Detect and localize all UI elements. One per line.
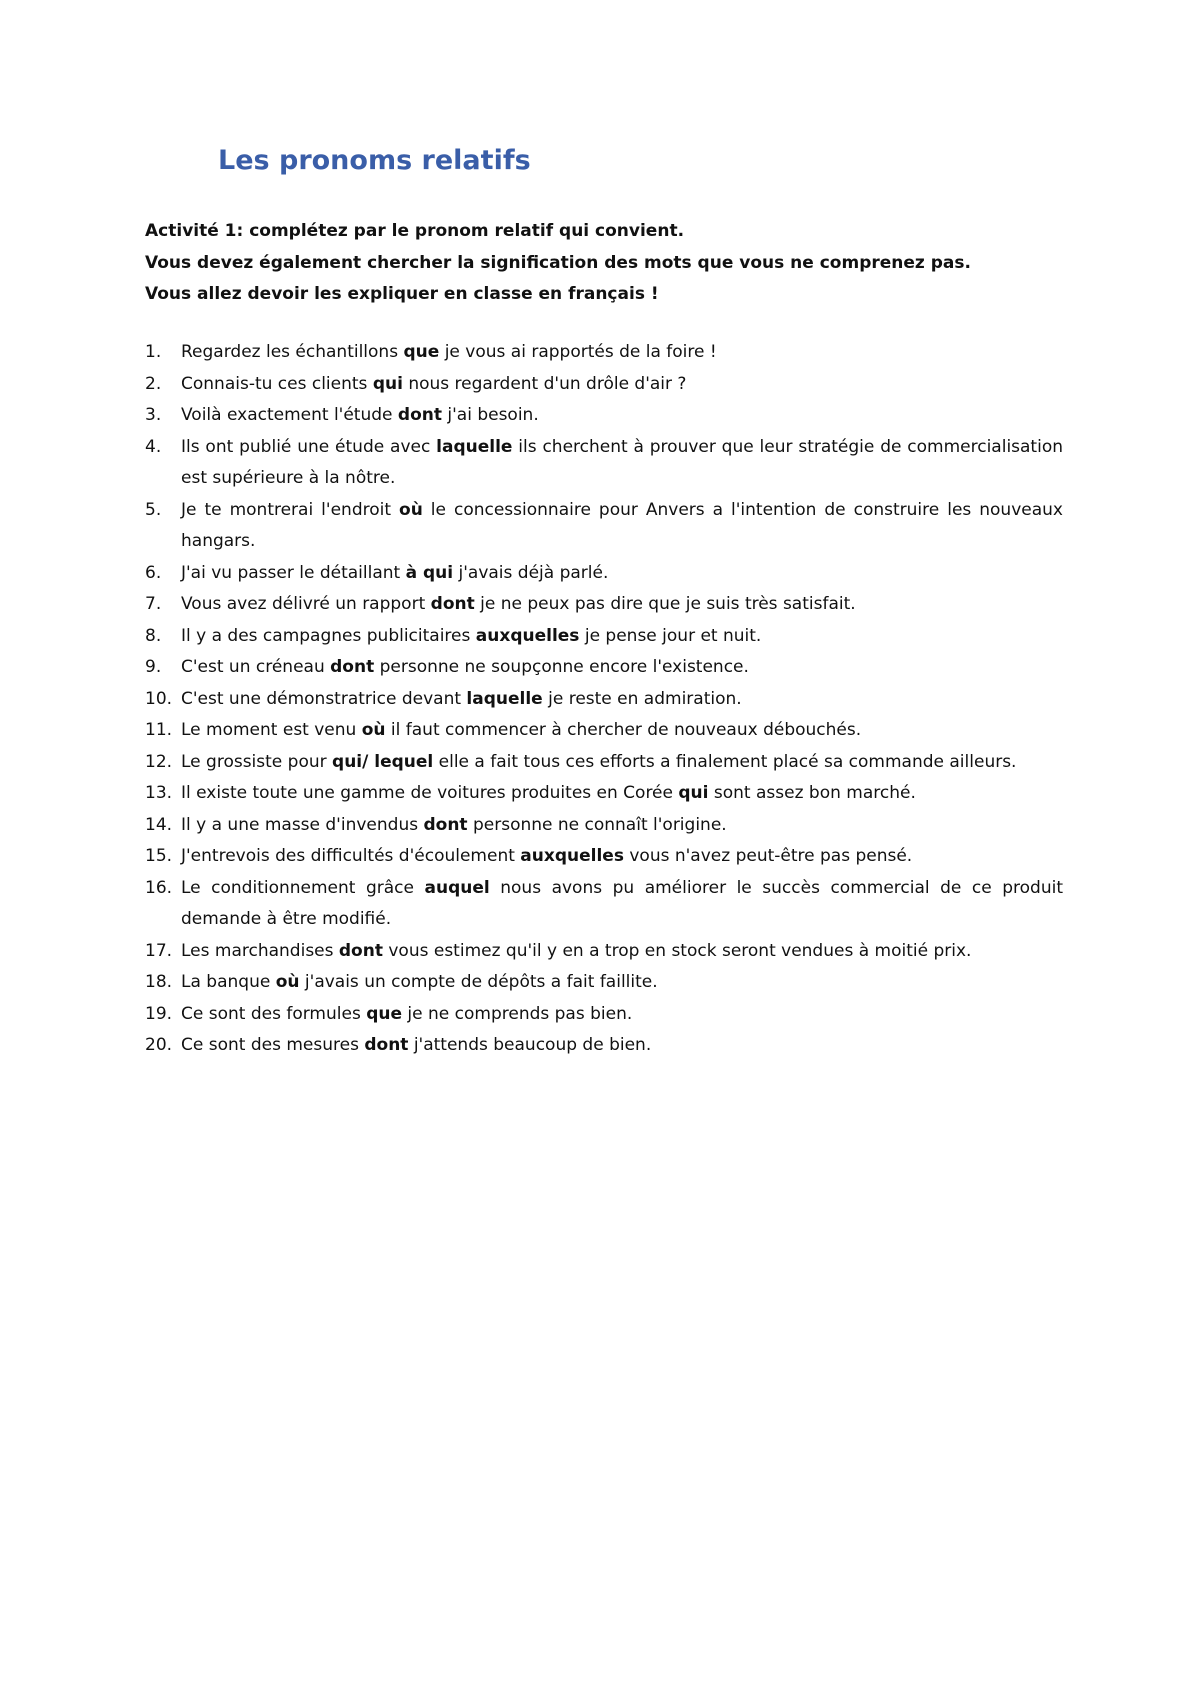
exercise-item [145,747,1063,779]
exercise-number: 9. [145,657,162,677]
exercise-list [145,337,1063,1062]
relative-pronoun-answer: à qui [405,562,454,583]
sentence-start: C'est un créneau [181,657,331,677]
exercise-item [145,652,1063,684]
sentence-start: La banque [181,972,276,992]
exercise-number: 15. [145,846,173,866]
sentence-end: nous regardent d'un drôle d'air ? [402,373,687,394]
exercise-item [145,589,1063,621]
sentence-start: Il existe toute une gamme de voitures produites en Corée [181,783,679,803]
exercise-number: 11. [145,720,173,740]
sentence-end: je reste en admiration. [542,688,742,709]
exercise-number: 4. [145,436,162,457]
sentence-end: j'attends beaucoup de bien. [408,1035,652,1055]
relative-pronoun-answer: laquelle [466,688,543,709]
exercise-item [145,558,1063,590]
sentence-end: je vous ai rapportés de la foire ! [439,342,717,362]
instruction-line: Vous devez également chercher la signification des mots que vous ne comprenez pas. [145,252,971,273]
sentence-end: il faut commencer à chercher de nouveaux débouchés. [385,720,862,740]
exercise-item [145,369,1063,401]
relative-pronoun-answer: qui/ lequel [332,751,434,772]
sentence-end: le concessionnaire pour Anvers a l'intention de construire les nouveaux hangars. [181,499,1063,551]
sentence-start: Regardez les échantillons [181,342,404,362]
sentence-start: J'ai vu passer le détaillant [181,562,406,583]
exercise-item [145,432,1063,495]
exercise-item [145,495,1063,558]
exercise-item [145,621,1063,653]
exercise-number: 3. [145,405,162,425]
sentence-start: Les marchandises [181,940,339,961]
relative-pronoun-answer: dont [364,1035,409,1055]
sentence-start: Connais-tu ces clients [181,373,373,394]
exercise-number: 7. [145,594,162,614]
exercise-number: 19. [145,1003,173,1024]
sentence-end: personne ne soupçonne encore l'existence. [374,657,749,677]
exercise-number: 18. [145,972,173,992]
exercise-item [145,1030,1063,1062]
sentence-end: j'avais déjà parlé. [453,562,609,583]
relative-pronoun-answer: dont [338,940,383,961]
relative-pronoun-answer: que [366,1003,403,1024]
exercise-number: 12. [145,751,173,772]
exercise-number: 13. [145,783,173,803]
sentence-start: Ce sont des formules [181,1003,367,1024]
exercise-item [145,337,1063,369]
sentence-start: Ils ont publié une étude avec [181,436,437,457]
sentence-end: ils cherchent à prouver que leur stratégie de commercialisation est supérieure à la nôtre. [181,436,1064,488]
sentence-start: Vous avez délivré un rapport [181,594,431,614]
relative-pronoun-answer: laquelle [436,436,513,457]
relative-pronoun-answer: dont [430,594,475,614]
instruction-line: Activité 1: complétez par le pronom relatif qui convient. [145,221,685,241]
exercise-item [145,715,1063,747]
sentence-end: personne ne connaît l'origine. [467,814,727,835]
exercise-number: 17. [145,940,173,961]
relative-pronoun-answer: dont [423,814,468,835]
exercise-item [145,684,1063,716]
exercise-item [145,810,1063,842]
exercise-item [145,999,1063,1031]
exercise-number: 10. [145,688,173,709]
relative-pronoun-answer: où [361,720,386,740]
exercise-item [145,778,1063,810]
sentence-start: Le moment est venu [181,720,362,740]
relative-pronoun-answer: qui [372,373,403,394]
relative-pronoun-answer: auxquelles [520,846,624,866]
exercise-number: 6. [145,562,162,583]
relative-pronoun-answer: qui [678,783,709,803]
sentence-start: Ce sont des mesures [181,1035,365,1055]
sentence-end: je ne peux pas dire que je suis très satisfait. [474,594,856,614]
sentence-start: Le conditionnement grâce [181,877,425,898]
exercise-item [145,967,1063,999]
exercise-number: 1. [145,342,162,362]
sentence-start: Je te montrerai l'endroit [181,499,400,520]
sentence-start: C'est une démonstratrice devant [181,688,467,709]
relative-pronoun-answer: où [275,972,300,992]
exercise-item [145,841,1063,873]
sentence-end: je ne comprends pas bien. [402,1003,633,1024]
sentence-start: J'entrevois des difficultés d'écoulement [181,846,521,866]
sentence-start: Il y a des campagnes publicitaires [181,625,476,646]
sentence-end: j'ai besoin. [441,405,539,425]
sentence-start: Voilà exactement l'étude [181,405,398,425]
relative-pronoun-answer: auxquelles [475,625,580,646]
sentence-end: vous estimez qu'il y en a trop en stock seront vendues à moitié prix. [382,940,972,961]
sentence-start: Le grossiste pour [181,751,333,772]
sentence-end: je pense jour et nuit. [579,625,762,646]
sentence-end: nous avons pu améliorer le succès commercial de ce produit demande à être modifié. [181,877,1064,929]
instruction-line: Vous allez devoir les expliquer en classe en français ! [145,284,659,304]
exercise-number: 14. [145,814,173,835]
exercise-number: 20. [145,1035,173,1055]
exercise-item [145,400,1063,432]
exercise-number: 16. [145,877,173,898]
sentence-end: vous n'avez peut-être pas pensé. [623,846,913,866]
exercise-item [145,873,1063,936]
exercise-number: 2. [145,373,162,394]
exercise-item [145,936,1063,968]
relative-pronoun-answer: que [403,342,440,362]
sentence-end: elle a fait tous ces efforts a finalement placé sa commande ailleurs. [433,751,1017,772]
relative-pronoun-answer: où [399,499,423,520]
relative-pronoun-answer: dont [397,405,442,425]
activity-instructions [145,216,1065,311]
relative-pronoun-answer: dont [330,657,375,677]
sentence-start: Il y a une masse d'invendus [181,814,424,835]
relative-pronoun-answer: auquel [424,877,490,898]
sentence-end: sont assez bon marché. [708,783,916,803]
exercise-number: 5. [145,499,162,520]
exercise-number: 8. [145,625,162,646]
sentence-end: j'avais un compte de dépôts a fait faillite. [299,972,658,992]
document-title: Les pronoms relatifs [218,145,531,176]
